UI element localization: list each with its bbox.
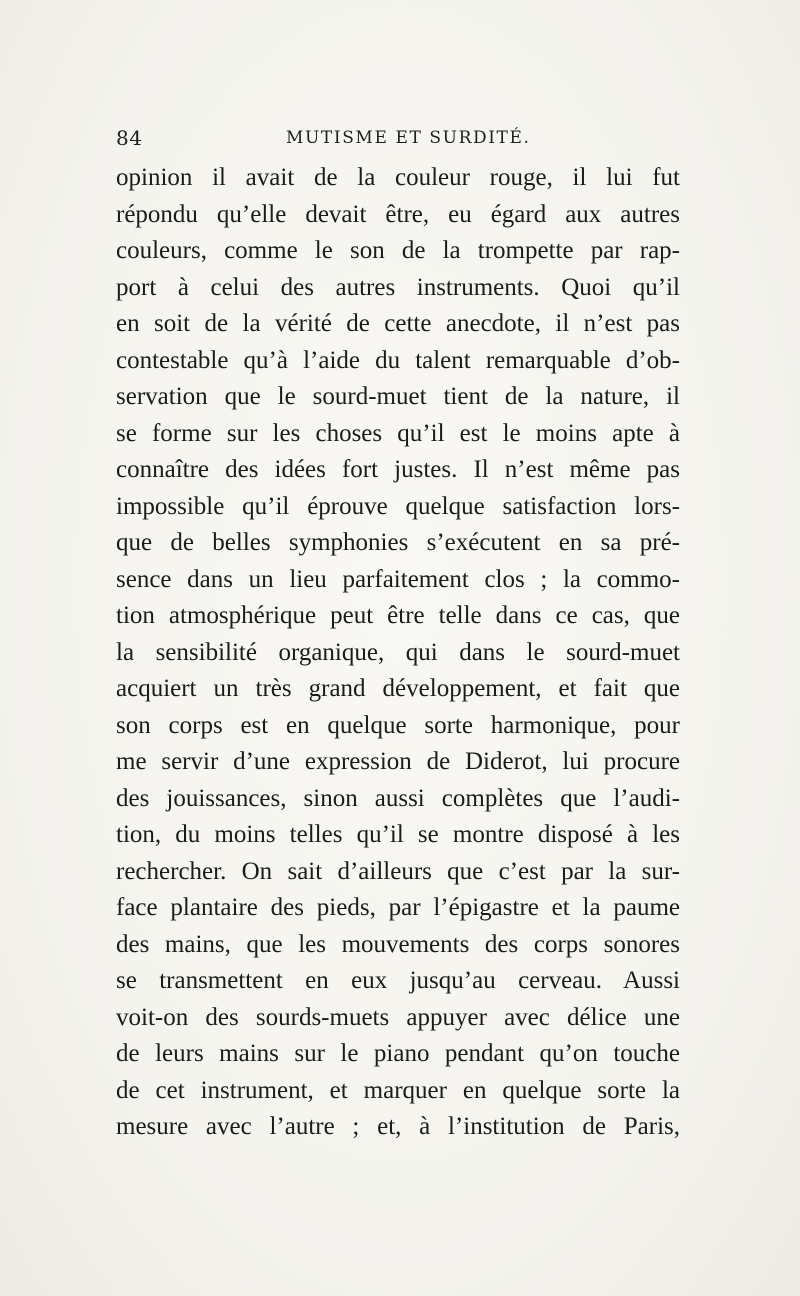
text-line: se transmettent en eux jusqu’au cerveau. Aussi [116,967,680,994]
text-line: port à celui des autres instruments. Quoi qu’il [116,273,680,301]
text-line: des jouissances, sinon aussi complètes que l’audi- [116,784,680,812]
text-line: en soit de la vérité de cette anecdote, il n’est pas [116,310,680,337]
text-line: servation que le sourd-muet tient de la nature, il [116,383,680,410]
text-line: de leurs mains sur le piano pendant qu’on touche [116,1040,680,1067]
text-line: se forme sur les choses qu’il est le moins apte à [116,419,680,447]
running-title: MUTISME ET SURDITÉ. [286,128,531,148]
text-line: face plantaire des pieds, par l’épigastre et la paume [116,894,680,921]
text-line: que de belles symphonies s’exécutent en sa pré- [116,529,680,556]
text-line: acquiert un très grand développement, et fait que [116,675,680,702]
text-line: tion atmosphérique peut être telle dans ce cas, que [116,602,680,629]
text-line: répondu qu’elle devait être, eu égard aux autres [116,200,680,228]
text-line: son corps est en quelque sorte harmonique, pour [116,711,680,739]
text-line: sence dans un lieu parfaitement clos ; la commo- [116,565,680,593]
text-line: voit-on des sourds-muets appuyer avec délice une [116,1003,680,1031]
text-line: de cet instrument, et marquer en quelque sorte la [116,1076,680,1104]
text-line: me servir d’une expression de Diderot, lui procure [116,748,680,775]
page-header [116,126,680,156]
text-line: des mains, que les mouvements des corps sonores [116,930,680,958]
text-line: opinion il avait de la couleur rouge, il lui fut [116,164,680,191]
body-text [116,160,680,1146]
text-line: contestable qu’à l’aide du talent remarquable d’ob- [116,346,680,374]
text-line: tion, du moins telles qu’il se montre disposé à les [116,821,680,848]
page-number: 84 [116,126,143,150]
text-line: mesure avec l’autre ; et, à l’institution de Paris, [116,1113,680,1140]
text-line: impossible qu’il éprouve quelque satisfaction lors- [116,492,680,520]
text-line: connaître des idées fort justes. Il n’est même pas [116,456,680,483]
text-line: la sensibilité organique, qui dans le sourd-muet [116,638,680,666]
text-line: couleurs, comme le son de la trompette par rap- [116,237,680,264]
text-line: rechercher. On sait d’ailleurs que c’est par la sur- [116,857,680,885]
